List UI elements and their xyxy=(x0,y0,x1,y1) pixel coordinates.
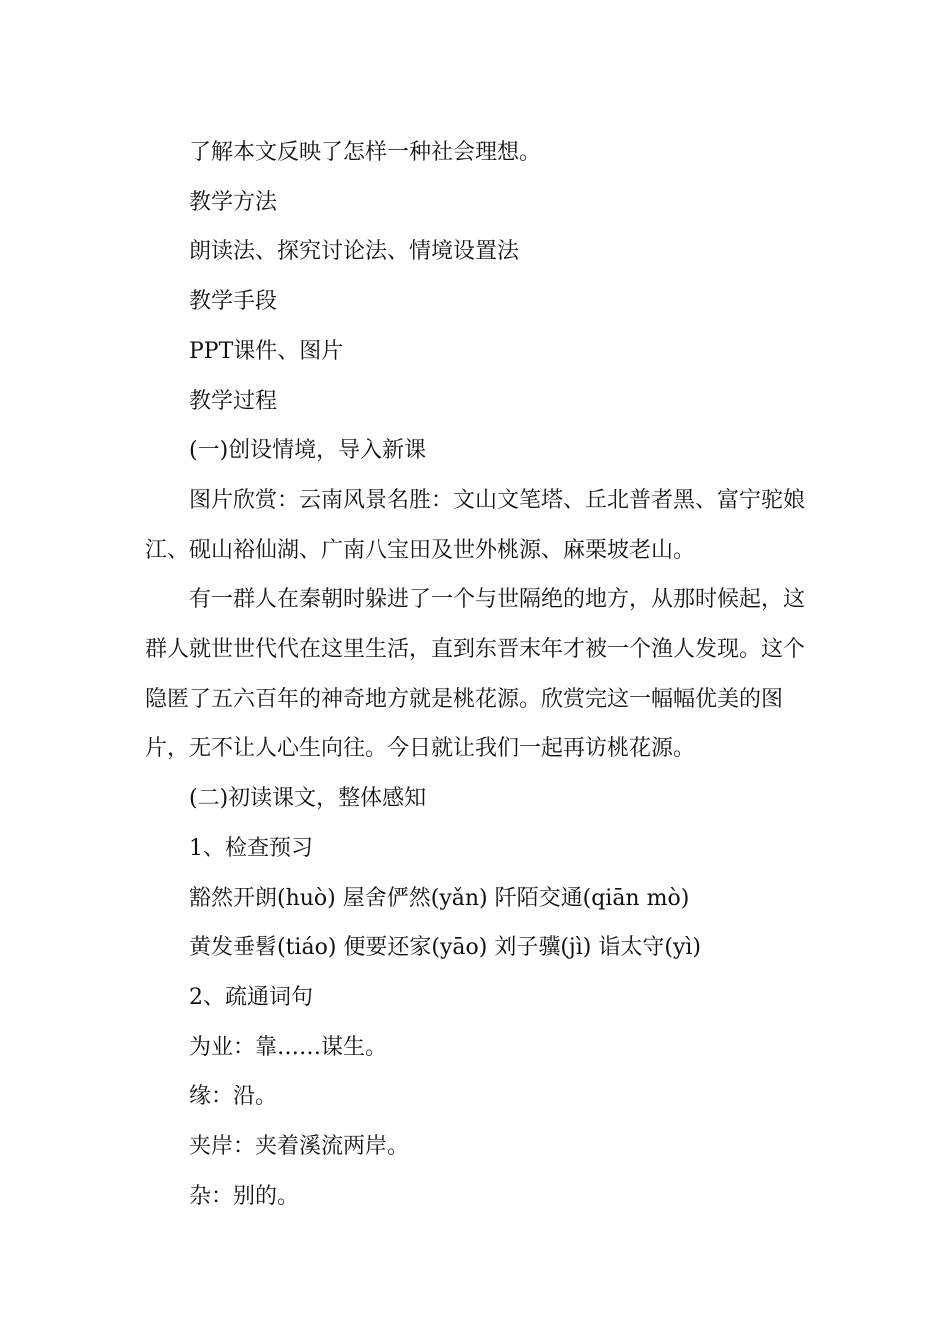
vocab-item: 为业：靠……谋生。 xyxy=(189,1034,388,1060)
heading-teaching-methods: 教学方法 xyxy=(189,189,278,215)
vocab-item: 缘：沿。 xyxy=(189,1084,278,1110)
vocab-item: 杂：别的。 xyxy=(189,1183,300,1209)
heading-teaching-process: 教学过程 xyxy=(189,388,278,414)
paragraph-picture-appreciation: 图片欣赏：云南风景名胜：文山文笔塔、丘北普者黑、富宁驼娘江、砚山裕仙湖、广南八宝田及世外桃源、麻栗坡老山。 xyxy=(145,487,806,563)
paragraph-objective: 了解本文反映了怎样一种社会理想。 xyxy=(189,140,542,165)
section-heading-2: (二)初读课文，整体感知 xyxy=(189,786,427,812)
section-heading-1: (一)创设情境，导入新课 xyxy=(189,438,427,464)
pinyin-line-2: 黄发垂髫(tiáo) 便要还家(yāo) 刘子骥(jì) 诣太守(yì) xyxy=(189,935,701,961)
subheading-vocabulary: 2、疏通词句 xyxy=(189,984,313,1010)
paragraph-introduction: 有一群人在秦朝时躲进了一个与世隔绝的地方，从那时候起，这群人就世世代代在这里生活，直到东晋末年才被一个渔人发现。这个隐匿了五六百年的神奇地方就是桃花源。欣赏完这一幅幅优美的图片，无不让人心生向往。今日就让我们一起再访桃花源。 xyxy=(145,587,806,762)
heading-teaching-means: 教学手段 xyxy=(189,289,278,315)
vocab-item: 夹岸：夹着溪流两岸。 xyxy=(189,1134,410,1160)
subheading-check-preview: 1、检查预习 xyxy=(189,835,313,861)
document-body xyxy=(145,128,810,1221)
pinyin-line-1: 豁然开朗(huò) 屋舍俨然(yǎn) 阡陌交通(qiān mò) xyxy=(189,885,690,911)
paragraph-means: PPT课件、图片 xyxy=(189,338,344,364)
paragraph-methods: 朗读法、探究讨论法、情境设置法 xyxy=(189,239,520,265)
